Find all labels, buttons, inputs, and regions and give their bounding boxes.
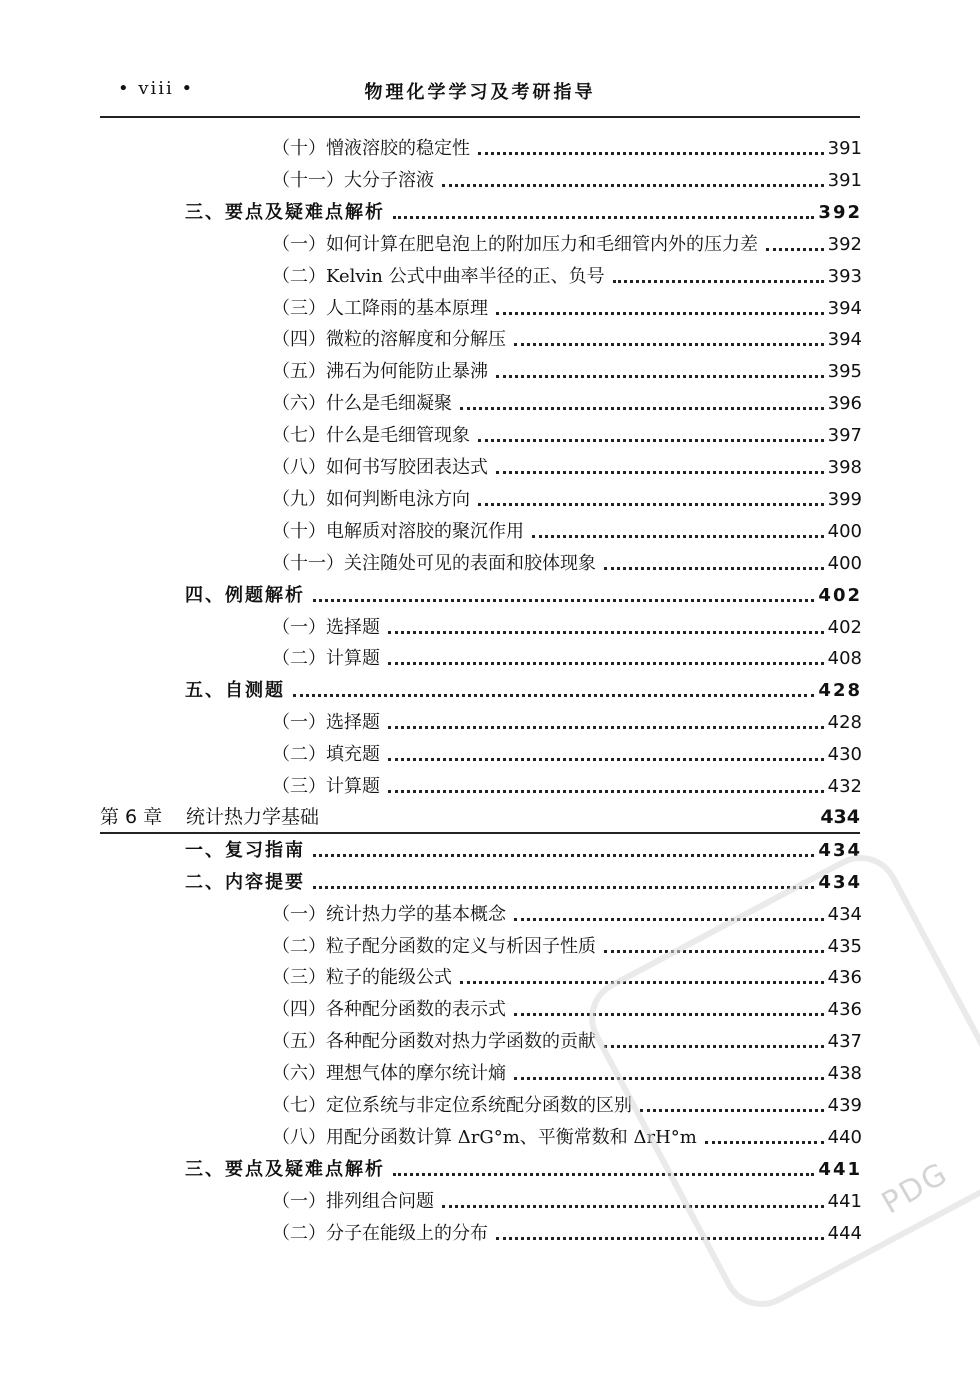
toc-entry-label: 五、自测题 — [185, 680, 285, 701]
toc-entry-label: （十）电解质对溶胶的聚沉作用 — [272, 521, 524, 542]
toc-page-number: 441 — [827, 1191, 862, 1212]
toc-entry-label: （一）排列组合问题 — [272, 1191, 434, 1212]
toc-entry-label: （十一）大分子溶液 — [272, 170, 434, 191]
toc-subsection-row — [272, 485, 862, 515]
toc-subsection-row — [272, 644, 862, 674]
dot-leader — [604, 566, 824, 570]
dot-leader — [388, 725, 824, 729]
dot-leader — [766, 247, 824, 251]
toc-entry-label: （一）选择题 — [272, 617, 380, 638]
toc-page-number: 396 — [827, 393, 862, 414]
toc-page-number: 398 — [827, 457, 862, 478]
toc-entry-label: （七）什么是毛细管现象 — [272, 425, 470, 446]
toc-entry-label: （一）选择题 — [272, 712, 380, 733]
toc-page-number: 438 — [827, 1063, 862, 1084]
toc-subsection-row — [272, 166, 862, 196]
toc-page-number: 402 — [818, 585, 862, 606]
dot-leader — [388, 757, 824, 761]
toc-page-number: 394 — [827, 329, 862, 350]
toc-subsection-row — [272, 613, 862, 643]
toc-page-number: 439 — [827, 1095, 862, 1116]
dot-leader — [532, 534, 824, 538]
toc-page-number: 430 — [827, 744, 862, 765]
watermark-text: PDG — [875, 1155, 955, 1222]
dot-leader — [460, 406, 824, 410]
toc-subsection-row — [272, 230, 862, 260]
dot-leader — [496, 470, 824, 474]
toc-entry-label: （十一）关注随处可见的表面和胶体现象 — [272, 553, 596, 574]
toc-entry-label: 一、复习指南 — [185, 840, 305, 861]
toc-entry-label: （二）分子在能级上的分布 — [272, 1223, 488, 1244]
toc-page-number: 435 — [827, 936, 862, 957]
dot-leader — [514, 342, 824, 346]
dot-leader — [388, 630, 824, 634]
toc-entry-label: （十）憎液溶胶的稳定性 — [272, 138, 470, 159]
toc-entry-label: （四）各种配分函数的表示式 — [272, 999, 506, 1020]
toc-subsection-row — [272, 421, 862, 451]
toc-page-number: 432 — [827, 776, 862, 797]
toc-subsection-row — [272, 134, 862, 164]
toc-subsection-row — [272, 389, 862, 419]
dot-leader — [388, 661, 824, 665]
toc-entry-label: 三、要点及疑难点解析 — [185, 202, 385, 223]
toc-page-number: 434 — [818, 840, 862, 861]
dot-leader — [478, 502, 824, 506]
toc-subsection-row — [272, 453, 862, 483]
toc-subsection-row — [272, 708, 862, 738]
toc-entry-label: 二、内容提要 — [185, 872, 305, 893]
toc-entry-label: （七）定位系统与非定位系统配分函数的区别 — [272, 1095, 632, 1116]
toc-page-number: 392 — [827, 234, 862, 255]
toc-chapter-row — [100, 802, 860, 834]
dot-leader — [313, 885, 814, 889]
toc-entry-label: （八）用配分函数计算 ΔrG°m、平衡常数和 ΔrH°m — [272, 1127, 697, 1148]
toc-subsection-row — [272, 357, 862, 387]
toc-subsection-row — [272, 517, 862, 547]
toc-page-number: 392 — [818, 202, 862, 223]
toc-section-row — [185, 581, 862, 611]
chapter-number: 第 6 章 — [100, 806, 163, 828]
toc-page-number: 391 — [827, 170, 862, 191]
toc-subsection-row — [272, 772, 862, 802]
toc-entry-label: （二）粒子配分函数的定义与析因子性质 — [272, 936, 596, 957]
toc-entry-label: （二）计算题 — [272, 648, 380, 669]
toc-entry-label: （六）什么是毛细凝聚 — [272, 393, 452, 414]
toc-page-number: 437 — [827, 1031, 862, 1052]
toc-entry-label: 四、例题解析 — [185, 585, 305, 606]
toc-page-number: 400 — [827, 553, 862, 574]
toc-page-number: 400 — [827, 521, 862, 542]
toc-section-row — [185, 868, 862, 898]
toc-entry-label: （一）统计热力学的基本概念 — [272, 904, 506, 925]
toc-page-number: 393 — [827, 266, 862, 287]
toc-entry-label: （四）微粒的溶解度和分解压 — [272, 329, 506, 350]
dot-leader — [393, 215, 814, 219]
toc-entry-label: （二）填充题 — [272, 744, 380, 765]
dot-leader — [613, 279, 824, 283]
toc-entry-label: （五）各种配分函数对热力学函数的贡献 — [272, 1031, 596, 1052]
toc-page-number: 395 — [827, 361, 862, 382]
toc-subsection-row — [272, 740, 862, 770]
toc-subsection-row — [272, 294, 862, 324]
toc-page-number: 441 — [818, 1159, 862, 1180]
page-number: • viii • — [118, 78, 195, 99]
toc-entry-label: （三）计算题 — [272, 776, 380, 797]
toc-page-number: 394 — [827, 298, 862, 319]
toc-subsection-row — [272, 262, 862, 292]
toc-section-row — [185, 198, 862, 228]
toc-subsection-row — [272, 325, 862, 355]
dot-leader — [388, 789, 824, 793]
toc-page-number: 428 — [827, 712, 862, 733]
dot-leader — [496, 311, 824, 315]
toc-page-number: 402 — [827, 617, 862, 638]
dot-leader — [313, 853, 814, 857]
toc-subsection-row — [272, 549, 862, 579]
toc-page-number: 436 — [827, 999, 862, 1020]
toc-entry-label: （三）粒子的能级公式 — [272, 967, 452, 988]
toc-page-number: 408 — [827, 648, 862, 669]
toc-section-row — [185, 676, 862, 706]
dot-leader — [293, 693, 814, 697]
dot-leader — [442, 183, 824, 187]
dot-leader — [478, 151, 824, 155]
toc-entry-label: （一）如何计算在肥皂泡上的附加压力和毛细管内外的压力差 — [272, 234, 758, 255]
toc-page-number: 434 — [818, 872, 862, 893]
toc-page-number: 399 — [827, 489, 862, 510]
dot-leader — [478, 438, 824, 442]
dot-leader — [496, 374, 824, 378]
toc-entry-label: （六）理想气体的摩尔统计熵 — [272, 1063, 506, 1084]
toc-entry-label: （二）Kelvin 公式中曲率半径的正、负号 — [272, 266, 605, 287]
toc-entry-label: （三）人工降雨的基本原理 — [272, 298, 488, 319]
toc-section-row — [185, 836, 862, 866]
chapter-page-number: 434 — [820, 806, 860, 828]
toc-page-number: 397 — [827, 425, 862, 446]
dot-leader — [313, 598, 814, 602]
toc-entry-label: （九）如何判断电泳方向 — [272, 489, 470, 510]
toc-entry-label: （八）如何书写胶团表达式 — [272, 457, 488, 478]
book-title: 物理化学学习及考研指导 — [364, 82, 596, 103]
toc-page-number: 391 — [827, 138, 862, 159]
toc-page-number: 428 — [818, 680, 862, 701]
toc-entry-label: 三、要点及疑难点解析 — [185, 1159, 385, 1180]
toc-page-number: 434 — [827, 904, 862, 925]
toc-page-number: 436 — [827, 967, 862, 988]
chapter-title: 统计热力学基础 — [186, 806, 320, 828]
toc-entry-label: （五）沸石为何能防止暴沸 — [272, 361, 488, 382]
toc-page-number: 440 — [827, 1127, 862, 1148]
toc-page-number: 444 — [827, 1223, 862, 1244]
